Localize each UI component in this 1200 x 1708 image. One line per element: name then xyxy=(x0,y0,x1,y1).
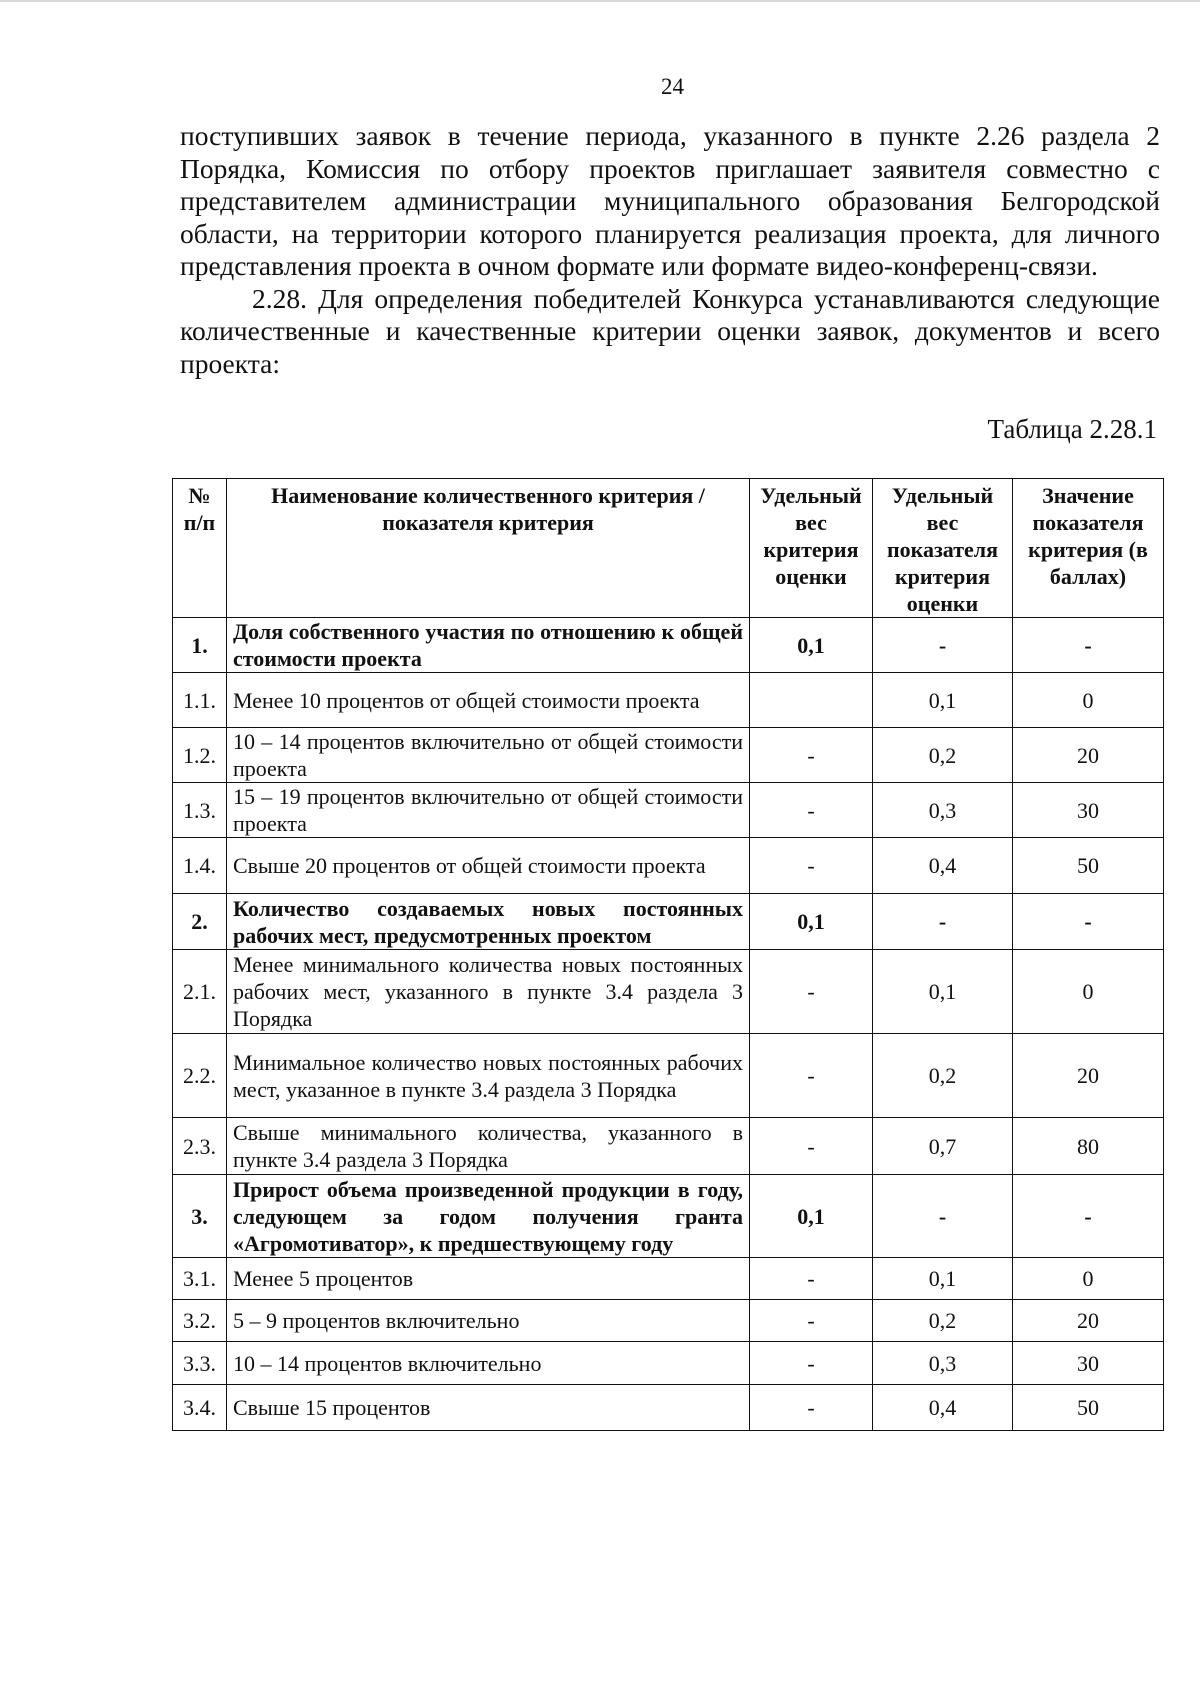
row-name: 10 – 14 процентов включительно xyxy=(227,1342,750,1385)
row-criterion-weight: - xyxy=(750,1118,873,1175)
row-indicator-weight: 0,3 xyxy=(873,1342,1013,1385)
row-name: Количество создаваемых новых постоянных рабочих мест, предусмотренных проектом xyxy=(227,894,750,950)
table-row xyxy=(173,673,1164,728)
header-criterion-weight: Удельный вес критерия оценки xyxy=(750,479,873,618)
row-indicator-weight: 0,3 xyxy=(873,783,1013,838)
header-score: Значение показателя критерия (в баллах) xyxy=(1013,479,1164,618)
criteria-table xyxy=(172,478,1164,1431)
row-name: Менее минимального количества новых постоянных рабочих мест, указанного в пункте 3.4 раздела 3 Порядка xyxy=(227,950,750,1034)
row-criterion-weight: - xyxy=(750,1342,873,1385)
table-row xyxy=(173,1342,1164,1385)
row-score: 0 xyxy=(1013,950,1164,1034)
table-caption: Таблица 2.28.1 xyxy=(987,414,1157,444)
table-row xyxy=(173,618,1164,673)
row-score: 0 xyxy=(1013,1258,1164,1300)
row-name: Свыше минимального количества, указанного в пункте 3.4 раздела 3 Порядка xyxy=(227,1118,750,1175)
row-name: 15 – 19 процентов включительно от общей стоимости проекта xyxy=(227,783,750,838)
row-num: 1. xyxy=(173,618,227,673)
row-name: Минимальное количество новых постоянных рабочих мест, указанное в пункте 3.4 раздела 3 Порядка xyxy=(227,1034,750,1118)
row-score: 80 xyxy=(1013,1118,1164,1175)
row-criterion-weight xyxy=(750,673,873,728)
row-score: - xyxy=(1013,894,1164,950)
table-row xyxy=(173,838,1164,894)
row-indicator-weight: 0,2 xyxy=(873,728,1013,783)
row-criterion-weight: - xyxy=(750,1385,873,1431)
row-score: 30 xyxy=(1013,1342,1164,1385)
row-name: 10 – 14 процентов включительно от общей стоимости проекта xyxy=(227,728,750,783)
row-num: 1.2. xyxy=(173,728,227,783)
row-indicator-weight: 0,4 xyxy=(873,1385,1013,1431)
row-num: 1.3. xyxy=(173,783,227,838)
row-criterion-weight: - xyxy=(750,1300,873,1342)
row-name: Доля собственного участия по отношению к общей стоимости проекта xyxy=(227,618,750,673)
row-score: 20 xyxy=(1013,728,1164,783)
intro-paragraph-1: поступивших заявок в течение периода, указанного в пункте 2.26 раздела 2 Порядка, Комиссия по отбору проектов приглашает заявителя совместно с представителем администрации муниципального образования Белгородской области, на территории которого планируется реализация проекта, для личного представления проекта в очном формате или формате видео-конференц-связи. xyxy=(180,120,1160,281)
row-score: - xyxy=(1013,618,1164,673)
row-name: 5 – 9 процентов включительно xyxy=(227,1300,750,1342)
row-indicator-weight: 0,7 xyxy=(873,1118,1013,1175)
row-indicator-weight: - xyxy=(873,618,1013,673)
row-name: Прирост объема произведенной продукции в году, следующем за годом получения гранта «Агромотиватор», к предшествующему году xyxy=(227,1175,750,1258)
row-criterion-weight: - xyxy=(750,950,873,1034)
row-score: 50 xyxy=(1013,838,1164,894)
row-num: 2. xyxy=(173,894,227,950)
row-indicator-weight: 0,2 xyxy=(873,1300,1013,1342)
intro-paragraph-2: 2.28. Для определения победителей Конкурса устанавливаются следующие количественные и качественные критерии оценки заявок, документов и всего проекта: xyxy=(180,282,1160,379)
row-criterion-weight: - xyxy=(750,1258,873,1300)
table-row xyxy=(173,783,1164,838)
row-num: 1.4. xyxy=(173,838,227,894)
table-row xyxy=(173,950,1164,1034)
row-num: 2.1. xyxy=(173,950,227,1034)
table-row xyxy=(173,1300,1164,1342)
row-num: 3. xyxy=(173,1175,227,1258)
row-score: 20 xyxy=(1013,1034,1164,1118)
table-row xyxy=(173,1175,1164,1258)
top-rule xyxy=(0,0,1200,2)
row-criterion-weight: 0,1 xyxy=(750,618,873,673)
table-row xyxy=(173,1385,1164,1431)
row-indicator-weight: 0,1 xyxy=(873,950,1013,1034)
row-indicator-weight: - xyxy=(873,894,1013,950)
row-num: 1.1. xyxy=(173,673,227,728)
row-indicator-weight: 0,2 xyxy=(873,1034,1013,1118)
table-row xyxy=(173,1258,1164,1300)
row-num: 2.2. xyxy=(173,1034,227,1118)
row-criterion-weight: 0,1 xyxy=(750,1175,873,1258)
row-num: 2.3. xyxy=(173,1118,227,1175)
row-criterion-weight: - xyxy=(750,783,873,838)
table-row xyxy=(173,1034,1164,1118)
table-row xyxy=(173,1118,1164,1175)
row-num: 3.3. xyxy=(173,1342,227,1385)
page-number: 24 xyxy=(661,74,684,99)
header-name: Наименование количественного критерия / показателя критерия xyxy=(227,479,750,618)
row-indicator-weight: 0,4 xyxy=(873,838,1013,894)
intro-text xyxy=(180,120,1160,380)
table-row xyxy=(173,728,1164,783)
row-score: 30 xyxy=(1013,783,1164,838)
row-indicator-weight: 0,1 xyxy=(873,673,1013,728)
row-name: Менее 5 процентов xyxy=(227,1258,750,1300)
header-num: № п/п xyxy=(173,479,227,618)
row-score: 20 xyxy=(1013,1300,1164,1342)
table-row xyxy=(173,894,1164,950)
row-score: 0 xyxy=(1013,673,1164,728)
row-criterion-weight: 0,1 xyxy=(750,894,873,950)
row-name: Менее 10 процентов от общей стоимости проекта xyxy=(227,673,750,728)
row-indicator-weight: - xyxy=(873,1175,1013,1258)
row-criterion-weight: - xyxy=(750,838,873,894)
row-criterion-weight: - xyxy=(750,1034,873,1118)
row-num: 3.2. xyxy=(173,1300,227,1342)
row-name: Свыше 15 процентов xyxy=(227,1385,750,1431)
row-criterion-weight: - xyxy=(750,728,873,783)
row-name: Свыше 20 процентов от общей стоимости проекта xyxy=(227,838,750,894)
row-score: - xyxy=(1013,1175,1164,1258)
row-score: 50 xyxy=(1013,1385,1164,1431)
table-header-row xyxy=(173,479,1164,618)
header-indicator-weight: Удельный вес показателя критерия оценки xyxy=(873,479,1013,618)
row-num: 3.4. xyxy=(173,1385,227,1431)
row-num: 3.1. xyxy=(173,1258,227,1300)
row-indicator-weight: 0,1 xyxy=(873,1258,1013,1300)
